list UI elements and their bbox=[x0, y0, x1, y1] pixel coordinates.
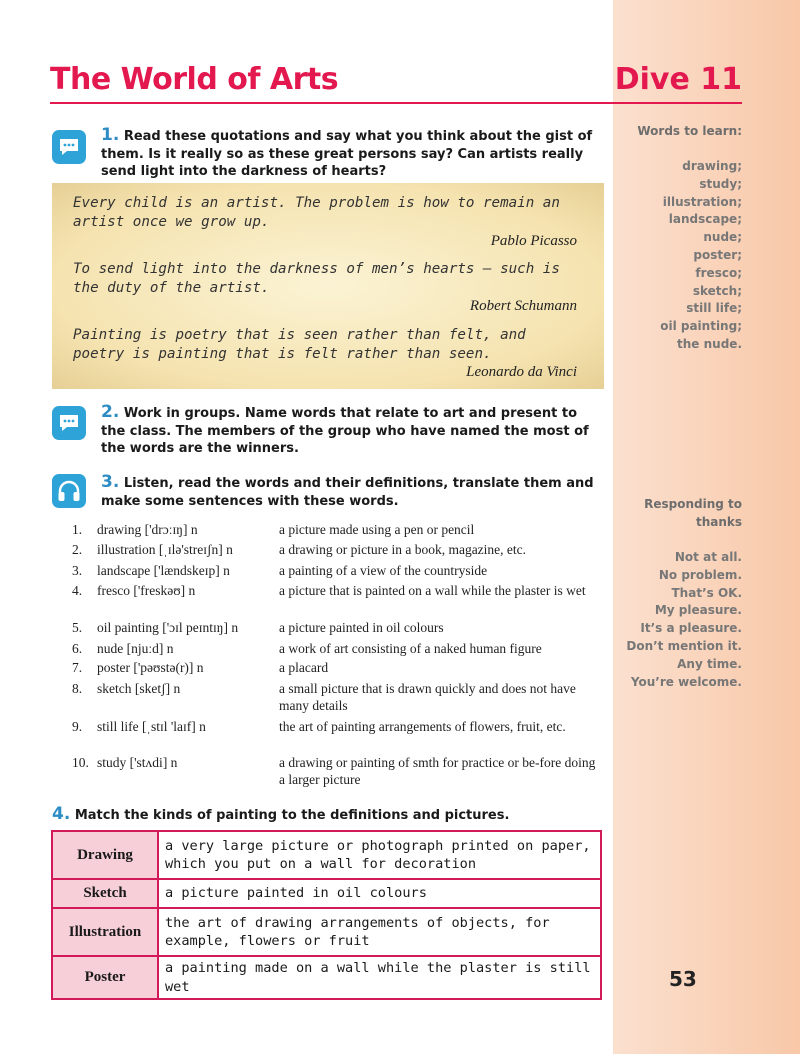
word-item: illustration; bbox=[662, 194, 742, 209]
table-row bbox=[52, 956, 601, 999]
table-row bbox=[52, 831, 601, 879]
word-item: the nude. bbox=[677, 336, 742, 351]
words-to-learn-heading: Words to learn: bbox=[637, 124, 742, 138]
item-word: study ['stʌdi] n bbox=[97, 755, 178, 770]
task-3-instruction bbox=[101, 474, 601, 510]
quote-text: Painting is poetry that is seen rather than felt, and poetry is painting that is felt rather than seen. bbox=[73, 327, 526, 362]
quote-author: Leonardo da Vinci bbox=[466, 364, 577, 380]
word-item: nude; bbox=[703, 230, 742, 245]
item-definition: a picture made using a pen or pencil bbox=[279, 522, 475, 537]
item-definition: a picture painted in oil colours bbox=[279, 620, 444, 635]
item-word: fresco ['freskəʊ] n bbox=[97, 583, 196, 598]
response-item: Don’t mention it. bbox=[626, 638, 742, 653]
item-number: 1. bbox=[72, 522, 83, 537]
table-term: Illustration bbox=[52, 908, 158, 956]
item-definition: a drawing or picture in a book, magazine, etc. bbox=[279, 542, 527, 557]
item-definition: the art of painting arrangements of flowers, fruit, etc. bbox=[279, 719, 566, 734]
table-definition: the art of drawing arrangements of objects, for example, flowers or fruit bbox=[158, 908, 601, 956]
task-4-text: Match the kinds of painting to the definitions and pictures. bbox=[74, 808, 510, 823]
item-number: 4. bbox=[72, 583, 83, 598]
item-word: oil painting ['ɔɪl peɪntɪŋ] n bbox=[97, 620, 239, 635]
response-item: My pleasure. bbox=[654, 603, 742, 618]
word-item: oil painting; bbox=[660, 319, 742, 334]
item-definition: a picture that is painted on a wall while the plaster is wet bbox=[279, 583, 586, 598]
task-4-instruction bbox=[52, 806, 602, 825]
responding-heading: Responding to thanks bbox=[644, 497, 742, 529]
item-number: 2. bbox=[72, 542, 83, 557]
word-item: still life; bbox=[686, 301, 742, 316]
task-3-number: 3. bbox=[101, 472, 120, 492]
item-number: 6. bbox=[72, 641, 83, 656]
task-1-text: Read these quotations and say what you think about the gist of them. Is it really so as these great persons say? Can artists really send light into the darkness of hearts? bbox=[101, 129, 593, 179]
item-word: still life [ˌstɪl 'laɪf] n bbox=[97, 719, 206, 734]
words-list bbox=[592, 158, 742, 354]
quote-text: To send light into the darkness of men’s hearts — such is the duty of the artist. bbox=[73, 261, 560, 296]
responses-list bbox=[592, 549, 742, 691]
table-term: Poster bbox=[52, 956, 158, 999]
item-definition: a placard bbox=[279, 660, 329, 675]
task-4-number: 4. bbox=[52, 804, 71, 824]
item-number: 8. bbox=[72, 681, 83, 696]
item-number: 7. bbox=[72, 660, 83, 675]
unit-label: Dive 11 bbox=[614, 62, 742, 97]
table-row bbox=[52, 908, 601, 956]
table-term: Sketch bbox=[52, 879, 158, 908]
table-row bbox=[52, 879, 601, 908]
item-definition: a small picture that is drawn quickly and does not have many details bbox=[279, 681, 576, 713]
item-number: 9. bbox=[72, 719, 83, 734]
word-item: study; bbox=[699, 176, 742, 191]
quote-text: Every child is an artist. The problem is how to remain an artist once we grow up. bbox=[73, 195, 560, 230]
task-2-number: 2. bbox=[101, 402, 120, 422]
table-term: Drawing bbox=[52, 831, 158, 879]
item-definition: a work of art consisting of a naked human figure bbox=[279, 641, 542, 656]
task-3-text: Listen, read the words and their definitions, translate them and make some sentences with these words. bbox=[101, 476, 594, 509]
task-1-instruction bbox=[101, 127, 601, 181]
response-item: It’s a pleasure. bbox=[640, 621, 742, 636]
quote-author: Pablo Picasso bbox=[490, 233, 577, 249]
item-word: landscape ['lændskeɪp] n bbox=[97, 563, 230, 578]
word-item: drawing; bbox=[682, 159, 742, 173]
item-definition: a painting of a view of the countryside bbox=[279, 563, 488, 578]
response-item: You’re welcome. bbox=[630, 674, 742, 689]
table-definition: a very large picture or photograph printed on paper, which you put on a wall for decoration bbox=[158, 831, 601, 879]
quote-author: Robert Schumann bbox=[469, 298, 577, 314]
response-item: Not at all. bbox=[674, 550, 742, 564]
item-number: 10. bbox=[72, 755, 89, 770]
response-item: Any time. bbox=[677, 656, 742, 671]
item-definition: a drawing or painting of smth for practice or be-fore doing a larger picture bbox=[279, 755, 596, 787]
task-1-number: 1. bbox=[101, 125, 120, 145]
headphones-icon bbox=[52, 474, 86, 508]
item-number: 5. bbox=[72, 620, 83, 635]
word-item: sketch; bbox=[692, 283, 742, 298]
task-2-instruction bbox=[101, 404, 601, 458]
item-word: sketch [sketʃ] n bbox=[97, 681, 181, 696]
task-2-text: Work in groups. Name words that relate to art and present to the class. The members of the group who have named the most of the words are the winners. bbox=[101, 406, 589, 456]
response-item: That’s OK. bbox=[671, 585, 742, 600]
item-word: nude [njuːd] n bbox=[97, 641, 174, 656]
table-definition: a painting made on a wall while the plaster is still wet bbox=[158, 956, 601, 999]
word-item: fresco; bbox=[695, 265, 742, 280]
word-item: poster; bbox=[693, 247, 742, 262]
word-item: landscape; bbox=[668, 212, 742, 227]
item-word: illustration [ˌɪlə'streɪʃn] n bbox=[97, 542, 233, 557]
response-item: No problem. bbox=[658, 567, 742, 582]
speech-bubble-icon bbox=[52, 406, 86, 440]
header-divider bbox=[50, 102, 742, 104]
speech-bubble-icon bbox=[52, 130, 86, 164]
matching-table bbox=[51, 830, 602, 1000]
item-word: poster ['pəʊstə(r)] n bbox=[97, 660, 204, 675]
page-number: 53 bbox=[669, 967, 697, 991]
page-title: The World of Arts bbox=[50, 62, 339, 97]
quotes-panel bbox=[52, 183, 604, 389]
table-definition: a picture painted in oil colours bbox=[158, 879, 601, 908]
item-number: 3. bbox=[72, 563, 83, 578]
item-word: drawing ['drɔːɪŋ] n bbox=[97, 522, 198, 537]
